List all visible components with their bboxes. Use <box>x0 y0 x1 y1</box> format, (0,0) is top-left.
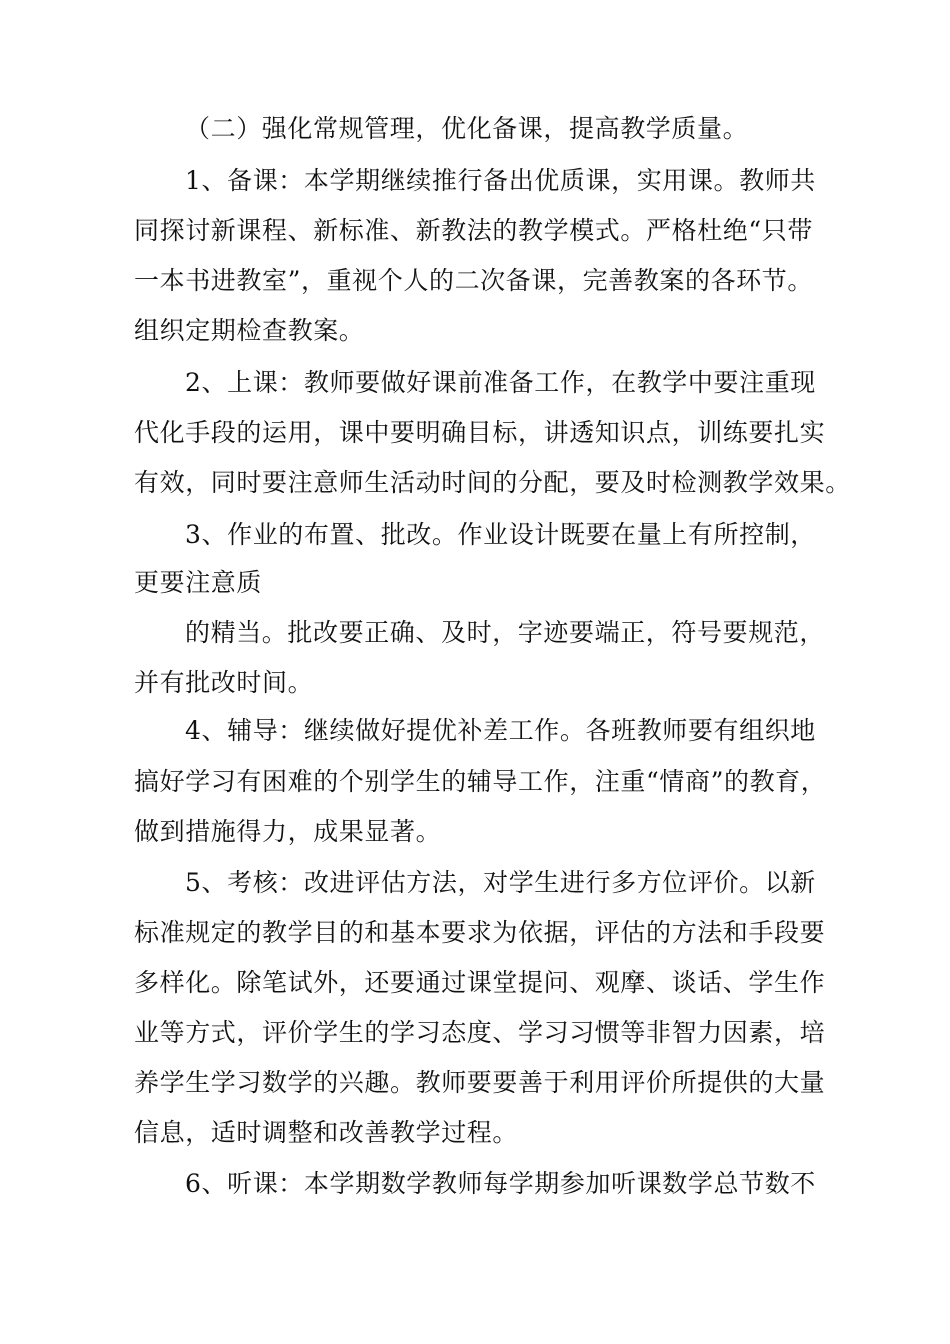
paragraph-line: 6、听课：本学期数学教师每学期参加听课数学总节数不 <box>185 1169 816 1198</box>
paragraph-line: 同探讨新课程、新标准、新教法的教学模式。严格杜绝“只带 <box>134 216 813 245</box>
paragraph-line: 养学生学习数学的兴趣。教师要要善于利用评价所提供的大量 <box>134 1068 826 1097</box>
paragraph-line: 并有批改时间。 <box>134 668 314 697</box>
paragraph-line: 3、作业的布置、批改。作业设计既要在量上有所控制， <box>185 520 816 549</box>
paragraph-line: 标准规定的教学目的和基本要求为依据，评估的方法和手段要 <box>134 918 826 947</box>
paragraph-line: 1、备课：本学期继续推行备出优质课，实用课。教师共 <box>185 166 816 195</box>
paragraph-line: 2、上课：教师要做好课前准备工作，在教学中要注重现 <box>185 368 816 397</box>
paragraph-line: 更要注意质 <box>134 568 263 597</box>
paragraph-line: 的精当。批改要正确、及时，字迹要端正，符号要规范， <box>185 618 826 647</box>
paragraph-line: 做到措施得力，成果显著。 <box>134 817 442 846</box>
paragraph-line: 代化手段的运用，课中要明确目标，讲透知识点，训练要扎实 <box>134 418 826 447</box>
paragraph-line: 搞好学习有困难的个别学生的辅导工作，注重“情商”的教育， <box>134 767 827 796</box>
paragraph-line: 信息，适时调整和改善教学过程。 <box>134 1118 519 1147</box>
paragraph-line: 组织定期检查教案。 <box>134 316 365 345</box>
paragraph-line: 多样化。除笔试外，还要通过课堂提问、观摩、谈话、学生作 <box>134 968 826 997</box>
paragraph-line: 一本书进教室”，重视个人的二次备课，完善教案的各环节。 <box>134 266 813 295</box>
paragraph-line: 5、考核：改进评估方法，对学生进行多方位评价。以新 <box>185 868 816 897</box>
paragraph-line: 有效，同时要注意师生活动时间的分配，要及时检测教学效果。 <box>134 468 851 497</box>
paragraph-line: 业等方式，评价学生的学习态度、学习习惯等非智力因素，培 <box>134 1018 826 1047</box>
paragraph-line: 4、辅导：继续做好提优补差工作。各班教师要有组织地 <box>185 716 816 745</box>
section-heading: （二）强化常规管理，优化备课，提高教学质量。 <box>185 114 749 143</box>
